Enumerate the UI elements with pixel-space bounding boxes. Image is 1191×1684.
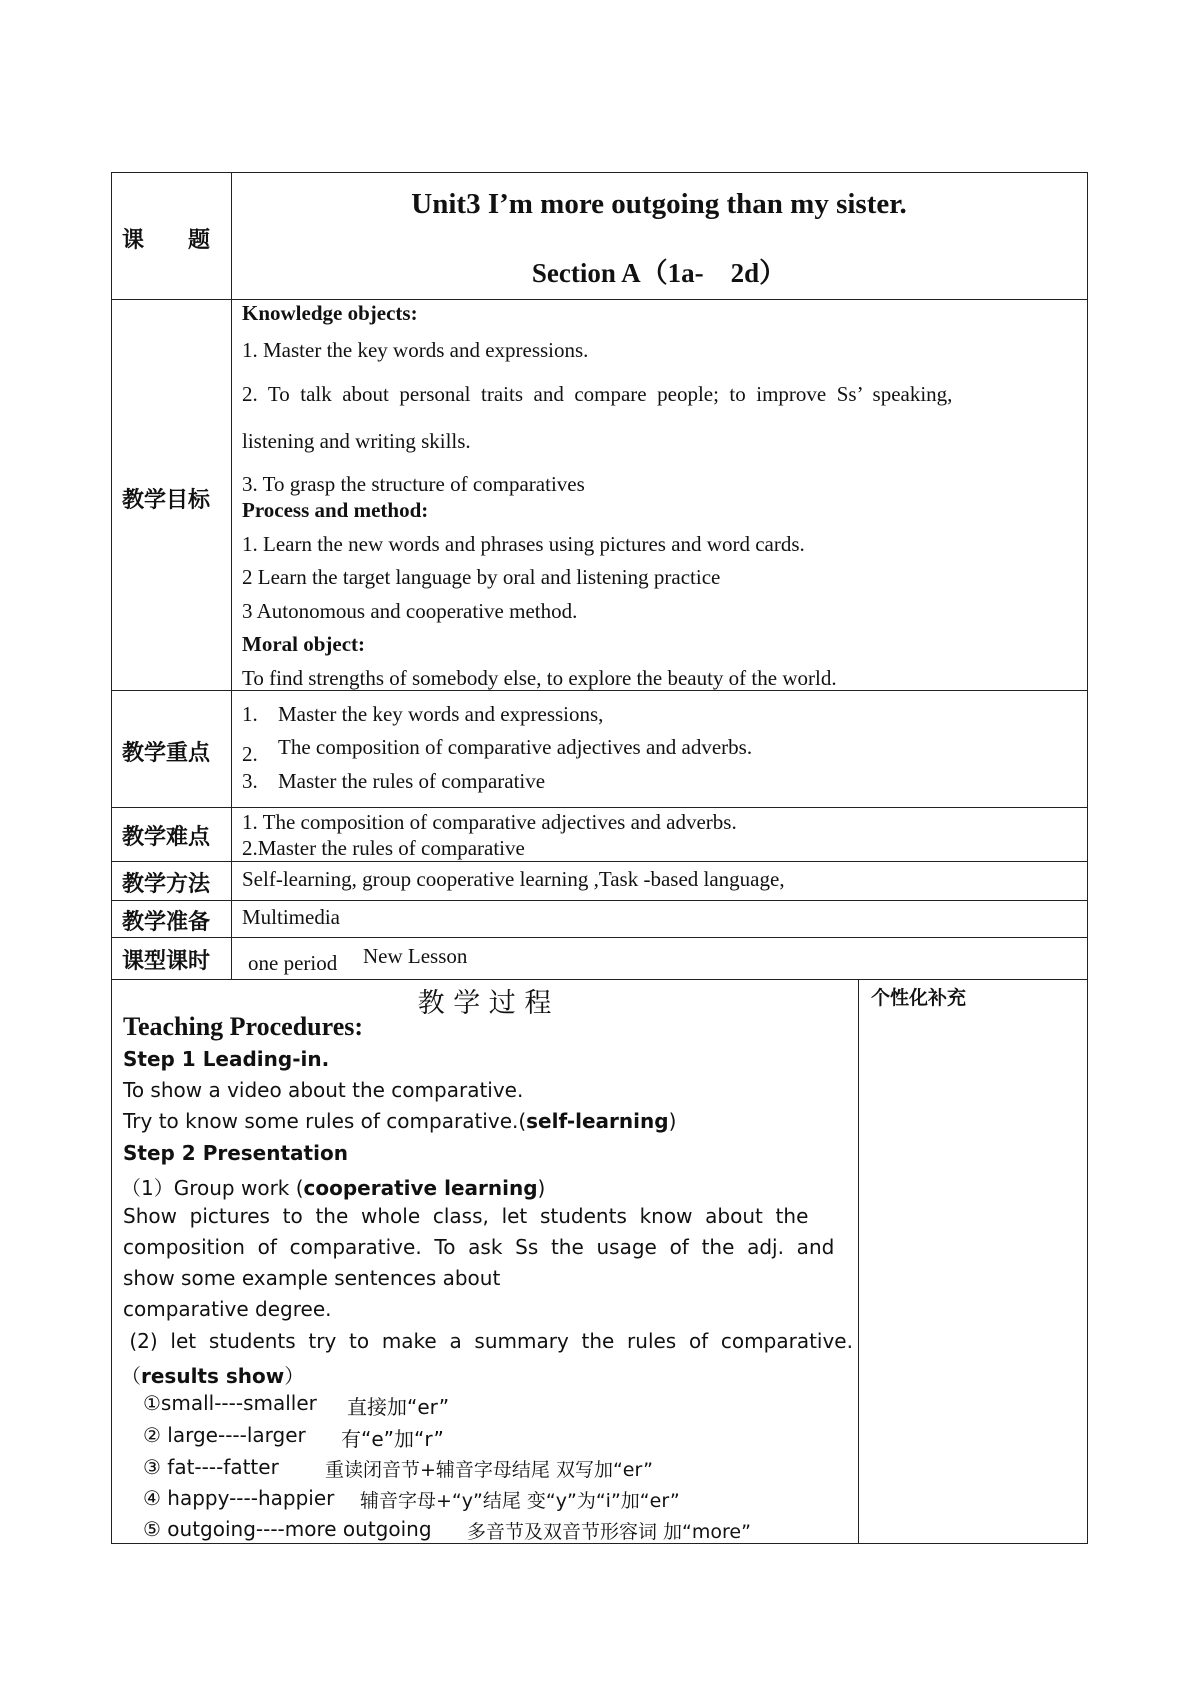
process-item-2: 2 Learn the target language by oral and listening practice bbox=[242, 565, 721, 589]
process-heading-cn: 教 学 过 程 bbox=[417, 988, 552, 1019]
row-divider bbox=[111, 807, 1088, 808]
rule-1-note: 直接加“er” bbox=[347, 1395, 450, 1419]
rule-3-note: 重读闭音节+辅音字母结尾 双写加“er” bbox=[325, 1459, 653, 1481]
topic-label: 课 题 bbox=[122, 228, 211, 253]
difficult-point-2: 2.Master the rules of comparative bbox=[242, 836, 525, 860]
key-point-num-1: 1. bbox=[242, 702, 258, 726]
row-divider bbox=[111, 900, 1088, 901]
row-divider bbox=[111, 979, 1088, 980]
table-border-right bbox=[1087, 172, 1088, 1544]
rule-4-note: 辅音字母+“y”结尾 变“y”为“i”加“er” bbox=[360, 1490, 680, 1512]
lesson-type: New Lesson bbox=[363, 944, 468, 968]
moral-heading: Moral object: bbox=[242, 632, 366, 656]
step1-line2-close: ) bbox=[668, 1109, 677, 1133]
knowledge-item-2-line1: 2. To talk about personal traits and compare people; to improve Ss’ speaking, bbox=[242, 382, 953, 406]
group-work-close: ) bbox=[537, 1176, 546, 1200]
step2-paragraph-line3: show some example sentences about bbox=[123, 1266, 501, 1290]
lesson-type-label: 课型课时 bbox=[122, 949, 211, 974]
supplement-label: 个性化补充 bbox=[871, 987, 967, 1009]
process-item-3: 3 Autonomous and cooperative method. bbox=[242, 599, 578, 623]
table-border-left bbox=[111, 172, 112, 1544]
teaching-procedures-heading: Teaching Procedures: bbox=[123, 1012, 364, 1041]
rule-5-example: ⑤ outgoing----more outgoing bbox=[143, 1517, 432, 1541]
cooperative-learning-emphasis: cooperative learning bbox=[303, 1176, 538, 1200]
step2-paragraph-line5: (2) let students try to make a summary the rules of comparative. bbox=[123, 1329, 853, 1353]
step2-paragraph-line1: Show pictures to the whole class, let students know about the bbox=[123, 1204, 809, 1228]
step1-line1: To show a video about the comparative. bbox=[123, 1078, 524, 1102]
preparation-text: Multimedia bbox=[242, 905, 340, 929]
results-show-emphasis: results show bbox=[141, 1364, 285, 1388]
step2-group-work bbox=[121, 1172, 545, 1201]
knowledge-item-3: 3. To grasp the structure of comparatives bbox=[242, 472, 585, 496]
step2-paragraph-line4: comparative degree. bbox=[123, 1297, 332, 1321]
row-divider bbox=[111, 861, 1088, 862]
self-learning-emphasis: self-learning bbox=[526, 1109, 669, 1133]
lesson-title: Unit3 I’m more outgoing than my sister. bbox=[411, 188, 907, 220]
objectives-label: 教学目标 bbox=[122, 488, 211, 513]
lesson-period: one period bbox=[248, 951, 338, 975]
step1-title: Step 1 Leading-in. bbox=[123, 1047, 330, 1071]
key-point-num-3: 3. bbox=[242, 769, 258, 793]
rule-5-note: 多音节及双音节形容词 加“more” bbox=[467, 1521, 751, 1543]
step1-line2-text: Try to know some rules of comparative.( bbox=[123, 1109, 527, 1133]
moral-text: To find strengths of somebody else, to explore the beauty of the world. bbox=[242, 666, 837, 690]
key-points-label: 教学重点 bbox=[122, 741, 211, 766]
results-close: ） bbox=[284, 1364, 305, 1388]
difficult-point-1: 1. The composition of comparative adjectives and adverbs. bbox=[242, 810, 737, 834]
knowledge-item-2-line2: listening and writing skills. bbox=[242, 429, 471, 453]
rule-3-example: ③ fat----fatter bbox=[143, 1455, 279, 1479]
difficult-points-label: 教学难点 bbox=[122, 825, 211, 850]
key-point-3: Master the rules of comparative bbox=[278, 769, 546, 793]
label-column-divider bbox=[231, 172, 232, 980]
results-show bbox=[121, 1360, 304, 1389]
row-divider bbox=[111, 937, 1088, 938]
knowledge-item-1: 1. Master the key words and expressions. bbox=[242, 338, 589, 362]
row-divider bbox=[111, 299, 1088, 300]
process-item-1: 1. Learn the new words and phrases using pictures and word cards. bbox=[242, 532, 805, 556]
key-point-1: Master the key words and expressions, bbox=[278, 702, 604, 726]
supplement-column-divider bbox=[858, 979, 859, 1544]
methods-text: Self-learning, group cooperative learning ,Task -based language, bbox=[242, 867, 785, 891]
key-point-2: The composition of comparative adjectives and adverbs. bbox=[278, 735, 753, 759]
results-open: （ bbox=[121, 1364, 141, 1388]
rule-2-note: 有“e”加“r” bbox=[341, 1427, 444, 1451]
step1-line2 bbox=[123, 1109, 676, 1133]
rule-1-example: ①small----smaller bbox=[143, 1391, 317, 1415]
rule-2-example: ② large----larger bbox=[143, 1423, 306, 1447]
table-border-top bbox=[111, 172, 1088, 173]
section-title: Section A（1a- 2d） bbox=[531, 258, 787, 288]
group-work-text: （1）Group work ( bbox=[121, 1176, 304, 1200]
key-point-num-2: 2. bbox=[242, 742, 258, 766]
methods-label: 教学方法 bbox=[122, 872, 211, 897]
process-heading: Process and method: bbox=[242, 498, 429, 522]
step2-paragraph-line2: composition of comparative. To ask Ss the usage of the adj. and bbox=[123, 1235, 835, 1259]
step2-title: Step 2 Presentation bbox=[123, 1141, 348, 1165]
knowledge-heading: Knowledge objects: bbox=[242, 301, 418, 325]
preparation-label: 教学准备 bbox=[122, 910, 211, 935]
rule-4-example: ④ happy----happier bbox=[143, 1486, 335, 1510]
